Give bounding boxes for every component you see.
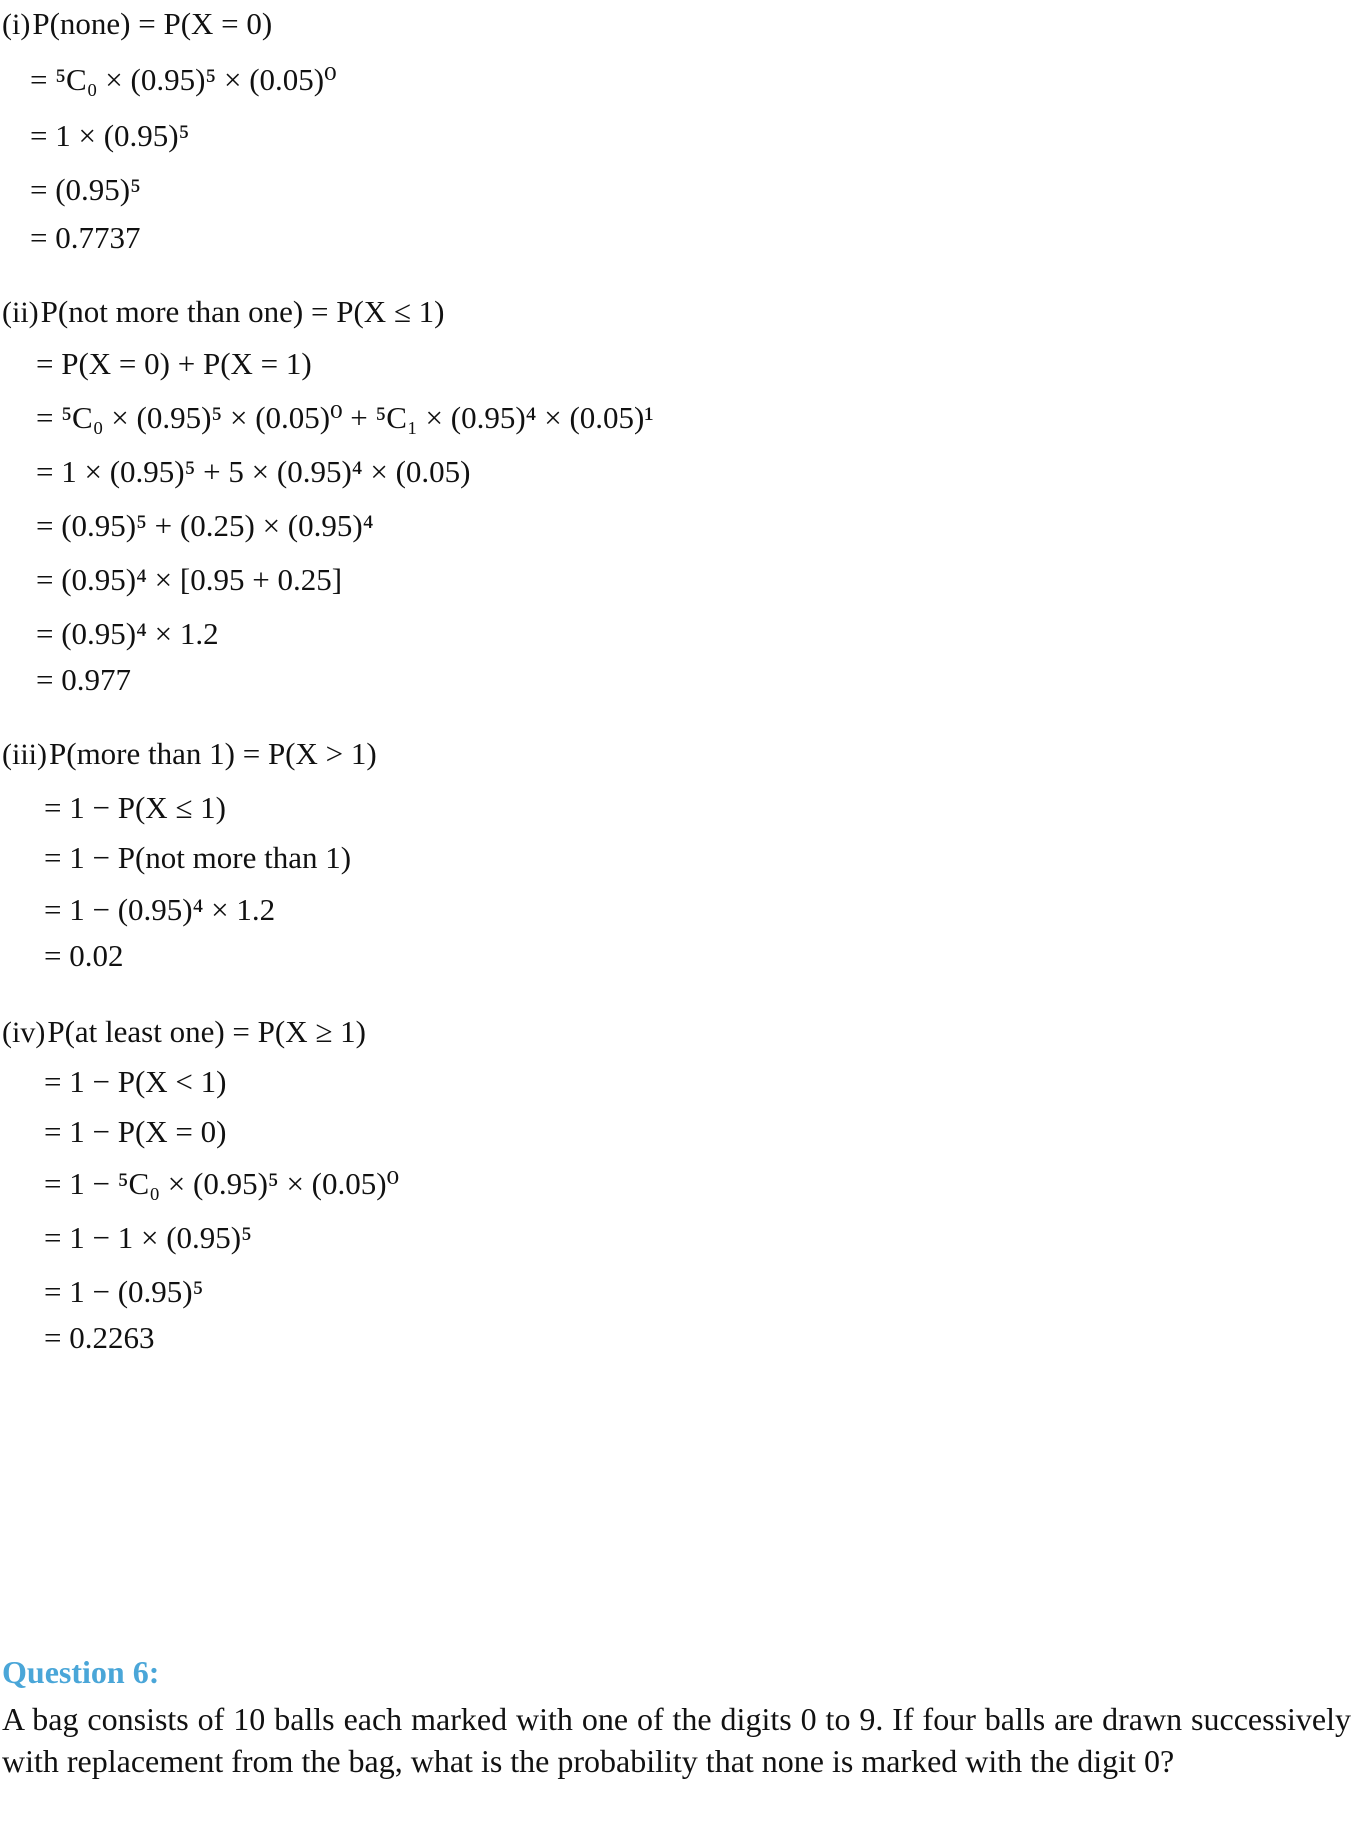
part-ii-label: (ii): [2, 296, 39, 329]
part-iv-line-1: = 1 − P(X < 1): [44, 1064, 227, 1099]
part-ii-line-0: (ii)P(not more than one) = P(X ≤ 1): [2, 294, 445, 329]
part-i-line-4: = 0.7737: [30, 220, 141, 255]
part-iv-line-4: = 1 − 1 × (0.95)⁵: [44, 1220, 252, 1255]
part-i-line-1: = ⁵C₀ × (0.95)⁵ × (0.05)⁰: [30, 62, 337, 97]
part-ii-line-5: = (0.95)⁴ × [0.95 + 0.25]: [36, 562, 343, 597]
part-iii-label: (iii): [2, 738, 47, 771]
part-ii-line-3: = 1 × (0.95)⁵ + 5 × (0.95)⁴ × (0.05): [36, 454, 471, 489]
part-iii-line-4: = 0.02: [44, 938, 124, 973]
part-ii-line-6: = (0.95)⁴ × 1.2: [36, 616, 219, 651]
part-iv-line-2: = 1 − P(X = 0): [44, 1114, 227, 1149]
part-i-line-0: (i)P(none) = P(X = 0): [2, 6, 273, 41]
part-i-label: (i): [2, 8, 31, 41]
part-iii-line-1: = 1 − P(X ≤ 1): [44, 790, 227, 825]
part-iii-line-3: = 1 − (0.95)⁴ × 1.2: [44, 892, 276, 927]
part-iv-line-5: = 1 − (0.95)⁵: [44, 1274, 204, 1309]
part-iii-line-0: (iii)P(more than 1) = P(X > 1): [2, 736, 377, 771]
part-ii-line-4: = (0.95)⁵ + (0.25) × (0.95)⁴: [36, 508, 374, 543]
part-ii-line-7: = 0.977: [36, 662, 131, 697]
part-iv-label: (iv): [2, 1016, 46, 1049]
question-text: A bag consists of 10 balls each marked with one of the digits 0 to 9. If four balls are drawn successively with replacement from the bag, what is the probability that none is marked with the digit 0?: [2, 1701, 1351, 1779]
part-i-line-3: = (0.95)⁵: [30, 172, 141, 207]
part-ii-line-2: = ⁵C₀ × (0.95)⁵ × (0.05)⁰ + ⁵C₁ × (0.95)⁴ × (0.05)¹: [36, 400, 654, 435]
part-ii-line-1: = P(X = 0) + P(X = 1): [36, 346, 312, 381]
question-heading: Question 6:: [2, 1654, 160, 1690]
part-iii-line-2: = 1 − P(not more than 1): [44, 840, 352, 875]
part-iv-line-3: = 1 − ⁵C₀ × (0.95)⁵ × (0.05)⁰: [44, 1166, 400, 1201]
part-iv-line-6: = 0.2263: [44, 1320, 155, 1355]
part-i-line-2: = 1 × (0.95)⁵: [30, 118, 190, 153]
part-iv-line-0: (iv)P(at least one) = P(X ≥ 1): [2, 1014, 366, 1049]
